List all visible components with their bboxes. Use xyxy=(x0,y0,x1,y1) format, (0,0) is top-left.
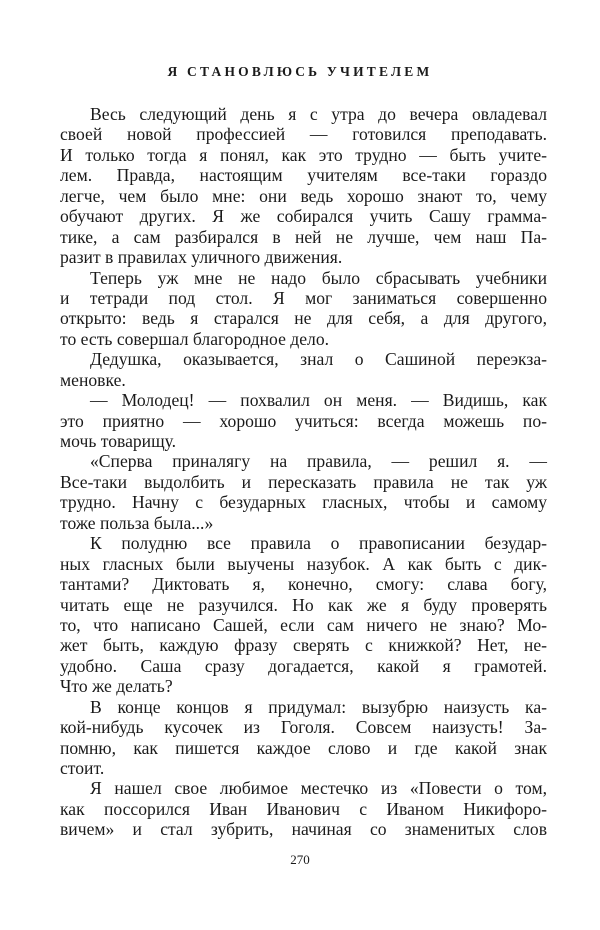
text-line: К полудню все правила о правописании безудар- xyxy=(90,533,547,554)
chapter-title: Я СТАНОВЛЮСЬ УЧИТЕЛЕМ xyxy=(167,64,433,79)
text-line: разит в правилах уличного движения. xyxy=(60,247,343,268)
text-line: Все-таки выдолбить и пересказать правила не так уж xyxy=(60,471,547,492)
text-line: Дедушка, оказывается, знал о Сашиной переэкза- xyxy=(90,349,547,370)
text-line: Я нашел свое любимое местечко из «Повести о том, xyxy=(90,778,547,799)
text-line: то есть совершал благородное дело. xyxy=(60,328,330,349)
text-line: это приятно — хорошо учиться: всегда можешь по- xyxy=(60,410,547,431)
paragraph xyxy=(60,451,547,533)
paragraph xyxy=(60,268,547,350)
text-line: кой-нибудь кусочек из Гоголя. Совсем наизусть! За- xyxy=(60,717,547,738)
text-line: — Молодец! — похвалил он меня. — Видишь, как xyxy=(90,390,547,411)
text-line: помню, как пишется каждое слово и где какой знак xyxy=(60,737,547,758)
text-line: удобно. Саша сразу догадается, какой я грамотей. xyxy=(60,655,547,676)
text-line: обучают других. Я же собирался учить Сашу грамма- xyxy=(60,206,547,227)
text-line: Что же делать? xyxy=(60,676,173,697)
text-line: трудно. Начну с безударных гласных, чтобы и самому xyxy=(60,492,547,513)
text-line: вичем» и стал зубрить, начиная со знаменитых слов xyxy=(60,819,547,840)
page-number: 270 xyxy=(290,852,310,867)
text-line: своей новой профессией — готовился преподавать. xyxy=(60,124,547,145)
page-body-text xyxy=(60,104,547,840)
paragraph xyxy=(60,349,547,390)
text-line: меновке. xyxy=(60,369,126,390)
text-line: тике, а сам разбирался в ней не лучше, чем наш Па- xyxy=(60,226,547,247)
text-line: как поссорился Иван Иванович с Иваном Никифоро- xyxy=(60,798,547,819)
text-line: лем. Правда, настоящим учителям все-таки гораздо xyxy=(60,165,547,186)
text-line: В конце концов я придумал: вызубрю наизусть ка- xyxy=(90,696,547,717)
text-line: то, что написано Сашей, если сам ничего не знаю? Мо- xyxy=(60,614,547,635)
text-line: ных гласных были выучены назубок. А как быть с дик- xyxy=(60,553,547,574)
text-line: жет быть, каждую фразу сверять с книжкой? Нет, не- xyxy=(60,635,547,656)
text-line: легче, чем было мне: они ведь хорошо знают то, чему xyxy=(60,185,547,206)
text-line: Теперь уж мне не надо было сбрасывать учебники xyxy=(90,267,547,288)
paragraph xyxy=(60,778,547,839)
paragraph xyxy=(60,104,547,268)
paragraph xyxy=(60,390,547,451)
text-line: открыто: ведь я старался не для себя, а для другого, xyxy=(60,308,547,329)
text-line: тоже польза была...» xyxy=(60,512,214,533)
text-line: стоит. xyxy=(60,758,105,778)
text-line: и тетради под стол. Я мог заниматься совершенно xyxy=(60,287,547,308)
text-line: «Сперва приналягу на правила, — решил я. — xyxy=(90,451,547,472)
paragraph xyxy=(60,697,547,779)
paragraph xyxy=(60,533,547,697)
text-line: И только тогда я понял, как это трудно — быть учите- xyxy=(60,144,547,165)
text-line: тантами? Диктовать я, конечно, смогу: слава богу, xyxy=(60,574,547,595)
text-line: Весь следующий день я с утра до вечера овладевал xyxy=(90,104,547,124)
text-line: мочь товарищу. xyxy=(60,431,177,451)
text-line: читать еще не разучился. Но как же я буду проверять xyxy=(60,594,547,615)
